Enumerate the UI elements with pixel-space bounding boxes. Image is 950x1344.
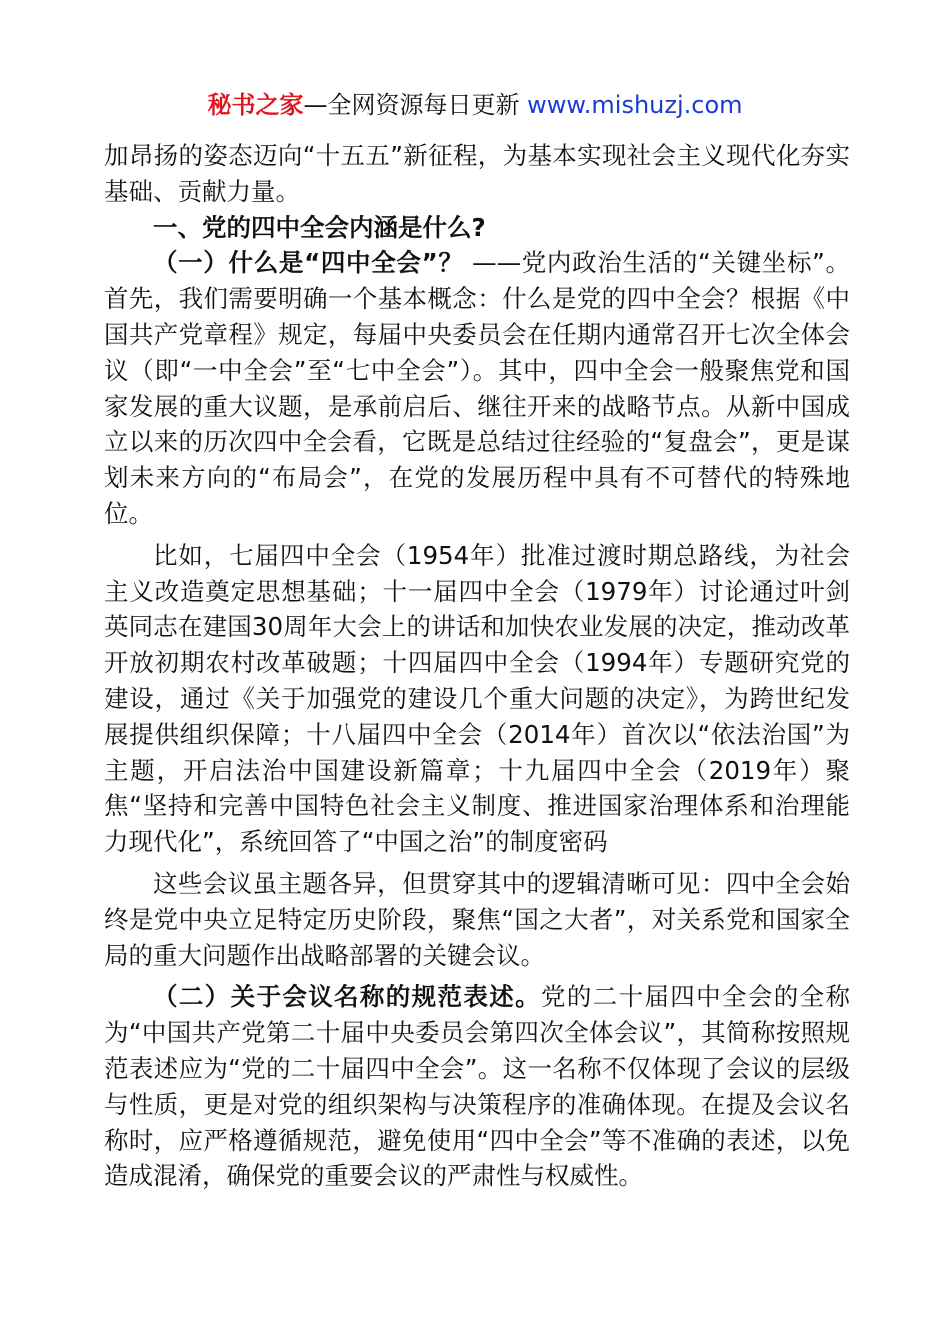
- brand-name: 秘书之家: [207, 91, 304, 119]
- document-body: [104, 138, 850, 1194]
- subsection-2-text: 党的二十届四中全会的全称为“中国共产党第二十届中央委员会第四次全体会议”，其简称按照规范表述应为“党的二十届四中全会”。这一名称不仅体现了会议的层级与性质，更是对党的组织架构与决策程序的准确体现。在提及会议名称时，应严格遵循规范，避免使用“四中全会”等不准确的表述，以免造成混淆，确保党的重要会议的严肃性与权威性。: [104, 982, 851, 1191]
- site-header: [0, 88, 950, 122]
- site-url-link[interactable]: www.mishuzj.com: [527, 91, 743, 119]
- examples-paragraph: 比如，七届四中全会（1954年）批准过渡时期总路线，为社会主义改造奠定思想基础；十一届四中全会（1979年）讨论通过叶剑英同志在建国30周年大会上的讲话和加快农业发展的决定，推动改革开放初期农村改革破题；十四届四中全会（1994年）专题研究党的建设，通过《关于加强党的建设几个重大问题的决定》，为跨世纪发展提供组织保障；十八届四中全会（2014年）首次以“依法治国”为主题，开启法治中国建设新篇章；十九届四中全会（2019年）聚焦“坚持和完善中国特色社会主义制度、推进国家治理体系和治理能力现代化”，系统回答了“中国之治”的制度密码: [104, 540, 850, 857]
- intro-paragraph: 加昂扬的姿态迈向“十五五”新征程，为基本实现社会主义现代化夯实基础、贡献力量。: [104, 141, 850, 206]
- subsection-1-paragraph: [104, 245, 850, 531]
- section-heading-1: 一、党的四中全会内涵是什么?: [153, 212, 486, 242]
- subsection-2-title: （二）关于会议名称的规范表述。: [153, 982, 541, 1012]
- subsection-2-paragraph: [104, 979, 850, 1194]
- header-tagline: —全网资源每日更新: [303, 91, 520, 119]
- subsection-1-title: （一）什么是“四中全会”？: [153, 248, 464, 278]
- summary-paragraph: 这些会议虽主题各异，但贯穿其中的逻辑清晰可见：四中全会始终是党中央立足特定历史阶段，聚焦“国之大者”，对关系党和国家全局的重大问题作出战略部署的关键会议。: [104, 868, 850, 970]
- subsection-1-text: ——党内政治生活的“关键坐标”。首先，我们需要明确一个基本概念：什么是党的四中全会？根据《中国共产党章程》规定，每届中央委员会在任期内通常召开七次全体会议（即“一中全会”至“七中全会”）。其中，四中全会一般聚焦党和国家发展的重大议题，是承前启后、继往开来的战略节点。从新中国成立以来的历次四中全会看，它既是总结过往经验的“复盘会”，更是谋划未来方向的“布局会”，在党的发展历程中具有不可替代的特殊地位。: [104, 248, 851, 528]
